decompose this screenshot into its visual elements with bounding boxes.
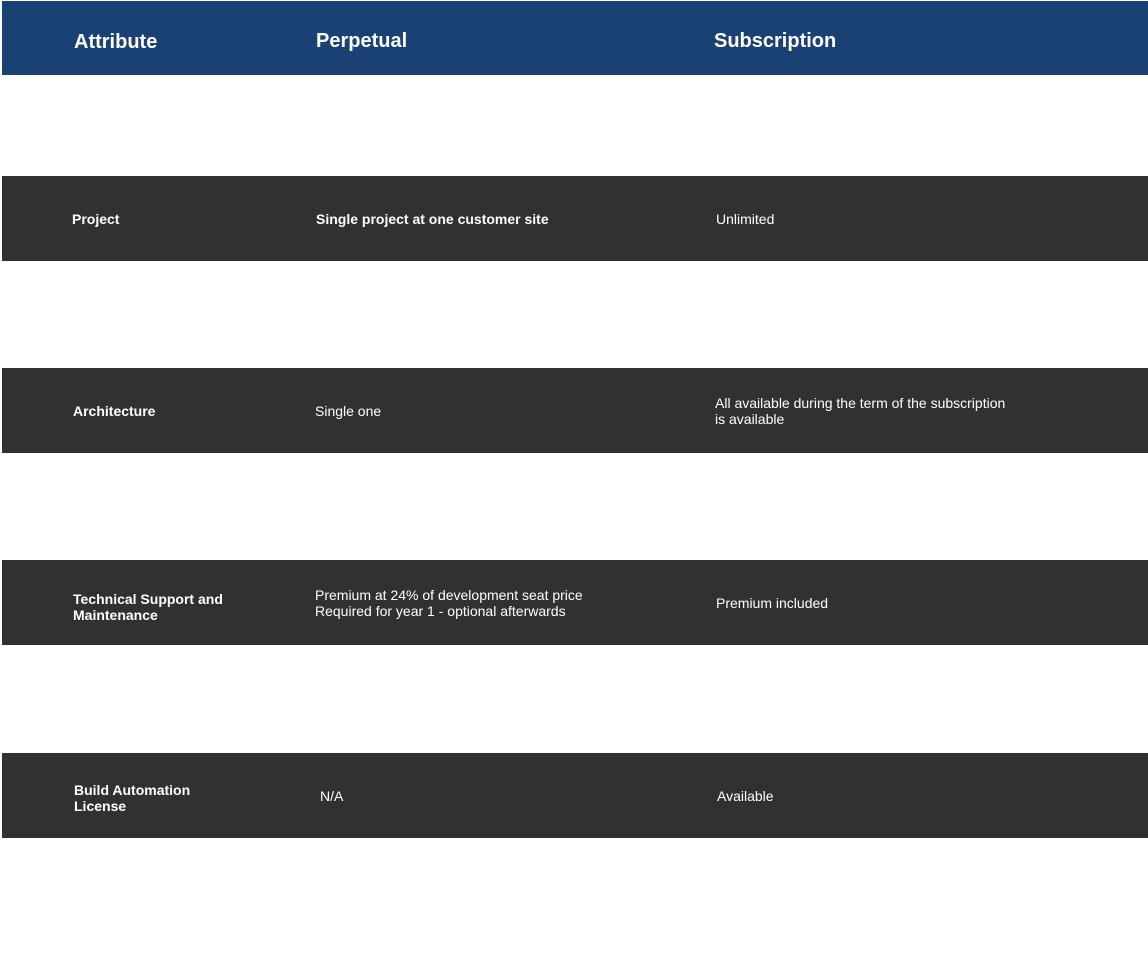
cell-text: is available [715,410,785,427]
cell-text: N/A [320,787,344,804]
header-subscription: Subscription [714,30,837,52]
cell-text: Project [72,210,120,227]
cell-text: Architecture [73,402,156,419]
row-subscription-project [716,176,774,261]
table-row [2,753,1148,838]
header-attribute: Attribute [74,31,158,53]
table-row [2,368,1148,453]
cell-text: Required for year 1 - optional afterwards [315,602,566,619]
cell-text: Build Automation [74,781,191,798]
row-perpetual-technical-support [315,560,583,647]
row-subscription-architecture [715,368,1005,457]
cell-text: Unlimited [716,210,775,227]
row-perpetual-project [316,176,549,261]
row-attribute-architecture [73,368,155,457]
row-perpetual-architecture [315,368,381,453]
header-perpetual: Perpetual [316,30,408,52]
cell-text: Available [717,787,774,804]
table-row [2,560,1148,645]
cell-text: Maintenance [73,606,158,623]
table-row [2,176,1148,261]
cell-text: Premium included [716,594,829,611]
row-attribute-technical-support [73,560,223,649]
row-subscription-build-automation [717,753,774,838]
cell-text: Premium at 24% of development seat price [315,586,583,603]
cell-text: All available during the term of the subscription [715,394,1006,411]
cell-text: Technical Support and [73,590,223,607]
row-attribute-project [72,176,119,267]
cell-text: Single project at one customer site [316,210,549,227]
row-attribute-build-automation [74,753,190,840]
cell-text: License [74,797,127,814]
cell-text: Single one [315,402,382,419]
row-subscription-technical-support [716,560,828,645]
table-header [2,1,1148,75]
row-perpetual-build-automation [320,753,343,838]
